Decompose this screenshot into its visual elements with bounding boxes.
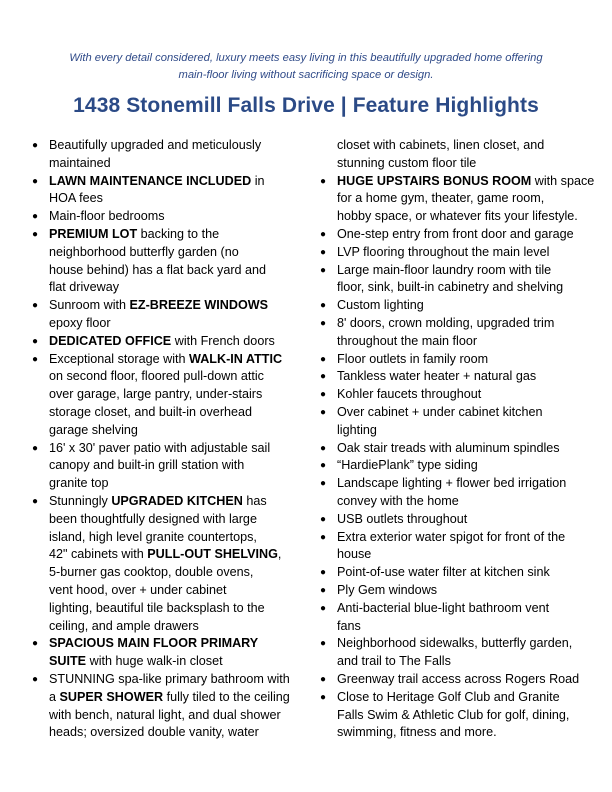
feature-text: Extra exterior water spigot for front of the — [337, 529, 566, 544]
feature-line — [49, 493, 304, 511]
feature-item — [32, 351, 304, 440]
feature-line — [49, 404, 304, 422]
page-title: 1438 Stonemill Falls Drive | Feature Highlights — [73, 94, 539, 117]
feature-line — [337, 671, 604, 689]
feature-line — [49, 315, 304, 333]
feature-line — [49, 618, 304, 636]
feature-line — [337, 475, 604, 493]
feature-line — [337, 600, 604, 618]
feature-highlight: DEDICATED OFFICE — [49, 333, 172, 348]
feature-line — [49, 351, 304, 369]
feature-text: Ply Gem windows — [337, 582, 438, 597]
bullet-icon: ● — [320, 371, 327, 383]
feature-text: convey with the home — [337, 493, 459, 508]
feature-item — [320, 368, 604, 386]
feature-text: Landscape lighting + flower bed irrigation — [337, 476, 567, 491]
bullet-icon: ● — [320, 406, 327, 418]
feature-line — [49, 208, 304, 226]
bullet-icon: ● — [320, 602, 327, 614]
feature-text: storage closet, and built-in overhead — [49, 404, 253, 419]
feature-line — [337, 689, 604, 707]
feature-text: 8' doors, crown molding, upgraded trim — [337, 315, 555, 330]
feature-text: with bench, natural light, and dual shower — [49, 707, 281, 722]
feature-line — [337, 493, 604, 511]
feature-text: Floor outlets in family room — [337, 351, 489, 366]
feature-line — [49, 600, 304, 618]
feature-line — [337, 440, 604, 458]
bullet-icon: ● — [320, 584, 327, 596]
feature-text: Large main-floor laundry room with tile — [337, 262, 552, 277]
feature-item — [320, 529, 604, 565]
feature-highlight: SUPER SHOWER — [59, 689, 164, 704]
feature-text: Falls Swim & Athletic Club for golf, dining, — [337, 707, 570, 722]
feature-line — [337, 724, 604, 742]
feature-line — [337, 422, 604, 440]
feature-text: island, high level granite countertops, — [49, 529, 257, 544]
feature-text: Over cabinet + under cabinet kitchen — [337, 404, 543, 419]
feature-text: One-step entry from front door and garage — [337, 226, 574, 241]
feature-line — [49, 689, 304, 707]
feature-text: for a home gym, theater, game room, — [337, 191, 545, 206]
feature-line — [49, 386, 304, 404]
bullet-icon: ● — [320, 246, 327, 258]
feature-item — [320, 244, 604, 262]
feature-line — [337, 137, 604, 155]
feature-item — [320, 511, 604, 529]
feature-item — [32, 333, 304, 351]
feature-text: swimming, fitness and more. — [337, 725, 497, 740]
feature-item — [320, 386, 604, 404]
feature-item — [320, 457, 604, 475]
feature-item — [32, 635, 304, 671]
feature-text: canopy and built-in grill station with — [49, 458, 245, 473]
feature-line — [49, 529, 304, 547]
feature-text: vent hood, over + under cabinet — [49, 582, 227, 597]
feature-line — [337, 315, 604, 333]
feature-line — [49, 155, 304, 173]
feature-text: with French doors — [171, 333, 275, 348]
feature-line — [49, 707, 304, 725]
bullet-icon: ● — [32, 495, 39, 507]
feature-text: Main-floor bedrooms — [49, 209, 165, 224]
feature-item — [320, 351, 604, 369]
feature-line — [337, 529, 604, 547]
feature-text: Neighborhood sidewalks, butterfly garden, — [337, 636, 573, 651]
feature-text: Kohler faucets throughout — [337, 387, 482, 402]
feature-text: lighting — [337, 422, 377, 437]
feature-text: with space — [531, 173, 595, 188]
feature-line — [49, 422, 304, 440]
feature-line — [49, 653, 304, 671]
feature-text: a — [49, 689, 60, 704]
feature-line — [49, 297, 304, 315]
feature-line — [49, 262, 304, 280]
feature-line — [337, 618, 604, 636]
feature-line — [49, 279, 304, 297]
feature-highlight: HUGE UPSTAIRS BONUS ROOM — [337, 173, 532, 188]
bullet-icon: ● — [32, 335, 39, 347]
feature-item — [32, 137, 304, 173]
feature-item — [320, 582, 604, 600]
feature-line — [337, 279, 604, 297]
tagline-line: With every detail considered, luxury meets easy living in this beautifully upgraded home offering — [69, 52, 543, 64]
feature-text: USB outlets throughout — [337, 511, 468, 526]
feature-item — [320, 404, 604, 440]
feature-text: Greenway trail access across Rogers Road — [337, 671, 580, 686]
bullet-icon: ● — [32, 353, 39, 365]
feature-line — [337, 635, 604, 653]
feature-text: fully tiled to the ceiling — [163, 689, 290, 704]
bullet-icon: ● — [320, 638, 327, 650]
feature-line — [49, 440, 304, 458]
feature-item — [320, 600, 604, 636]
bullet-icon: ● — [320, 389, 327, 401]
feature-item — [320, 440, 604, 458]
feature-text: in — [251, 173, 265, 188]
feature-line — [337, 511, 604, 529]
feature-highlight: PULL-OUT SHELVING — [147, 547, 278, 562]
tagline-line: main-floor living without sacrificing space or design. — [178, 69, 434, 81]
feature-line — [49, 582, 304, 600]
feature-line — [49, 333, 304, 351]
feature-text: Anti-bacterial blue-light bathroom vent — [337, 600, 550, 615]
feature-text: STUNNING spa-like primary bathroom with — [49, 671, 290, 686]
feature-text: epoxy floor — [49, 315, 111, 330]
feature-text: granite top — [49, 476, 109, 491]
feature-text: ceiling, and ample drawers — [49, 618, 199, 633]
feature-text: HOA fees — [49, 191, 103, 206]
feature-text: 5-burner gas cooktop, double ovens, — [49, 565, 254, 580]
feature-line — [337, 351, 604, 369]
feature-text: backing to the — [137, 226, 220, 241]
feature-text: house — [337, 547, 372, 562]
feature-line — [337, 368, 604, 386]
feature-text: 16' x 30' paver patio with adjustable sail — [49, 440, 271, 455]
feature-text: , — [277, 547, 282, 562]
feature-highlight: WALK-IN ATTIC — [189, 351, 283, 366]
bullet-icon: ● — [32, 300, 39, 312]
bullet-icon: ● — [320, 264, 327, 276]
feature-text: flat driveway — [49, 280, 119, 295]
feature-line — [337, 546, 604, 564]
feature-line — [49, 475, 304, 493]
feature-item — [32, 493, 304, 635]
feature-line — [337, 173, 604, 191]
feature-text: Oak stair treads with aluminum spindles — [337, 440, 560, 455]
bullet-icon: ● — [32, 175, 39, 187]
bullet-icon: ● — [320, 691, 327, 703]
feature-line — [337, 297, 604, 315]
feature-text: house behind) has a flat back yard and — [49, 262, 267, 277]
feature-line — [337, 457, 604, 475]
feature-text: heads; oversized double vanity, water — [49, 725, 259, 740]
feature-text: over garage, large pantry, under-stairs — [49, 387, 263, 402]
feature-highlight: EZ-BREEZE WINDOWS — [129, 298, 269, 313]
feature-line — [49, 546, 304, 564]
bullet-icon: ● — [320, 228, 327, 240]
feature-item — [320, 137, 604, 173]
feature-item — [32, 297, 304, 333]
bullet-icon: ● — [320, 300, 327, 312]
bullet-icon: ● — [320, 460, 327, 472]
feature-line — [49, 137, 304, 155]
feature-line — [337, 262, 604, 280]
feature-text: Close to Heritage Golf Club and Granite — [337, 689, 560, 704]
feature-text: garage shelving — [49, 422, 138, 437]
bullet-icon: ● — [320, 317, 327, 329]
feature-highlight: SUITE — [49, 654, 87, 669]
bullet-icon: ● — [320, 353, 327, 365]
feature-item — [320, 671, 604, 689]
feature-line — [49, 226, 304, 244]
feature-line — [337, 582, 604, 600]
bullet-icon: ● — [32, 442, 39, 454]
feature-line — [337, 155, 604, 173]
feature-item — [320, 173, 604, 226]
feature-text: Custom lighting — [337, 298, 424, 313]
feature-line — [337, 386, 604, 404]
feature-text: floor, sink, built-in cabinetry and shelving — [337, 280, 564, 295]
bullet-icon: ● — [320, 478, 327, 490]
feature-item — [320, 315, 604, 351]
feature-item — [320, 689, 604, 742]
bullet-icon: ● — [32, 638, 39, 650]
feature-line — [49, 457, 304, 475]
feature-line — [337, 244, 604, 262]
feature-line — [49, 724, 304, 742]
feature-text: “HardiePlank” type siding — [337, 458, 478, 473]
feature-item — [32, 208, 304, 226]
feature-line — [337, 333, 604, 351]
feature-text: been thoughtfully designed with large — [49, 511, 257, 526]
bullet-icon: ● — [32, 211, 39, 223]
feature-line — [49, 368, 304, 386]
bullet-icon: ● — [320, 513, 327, 525]
feature-line — [49, 635, 304, 653]
feature-line — [337, 208, 604, 226]
feature-text: lighting, beautiful tile backsplash to the — [49, 600, 265, 615]
feature-text: hobby space, or whatever fits your lifestyle. — [337, 209, 578, 224]
feature-text: Beautifully upgraded and meticulously — [49, 138, 262, 152]
feature-item — [32, 440, 304, 493]
feature-text: 42" cabinets with — [49, 547, 148, 562]
feature-highlight: LAWN MAINTENANCE INCLUDED — [49, 173, 252, 188]
feature-highlight: UPGRADED KITCHEN — [111, 493, 243, 508]
feature-line — [49, 511, 304, 529]
feature-line — [337, 190, 604, 208]
feature-item — [320, 635, 604, 671]
feature-item — [32, 173, 304, 209]
bullet-icon: ● — [32, 673, 39, 685]
tagline — [40, 50, 572, 84]
feature-line — [337, 707, 604, 725]
bullet-icon: ● — [320, 567, 327, 579]
feature-line — [49, 671, 304, 689]
feature-item — [32, 671, 304, 742]
feature-item — [320, 564, 604, 582]
feature-highlight: SPACIOUS MAIN FLOOR PRIMARY — [49, 636, 259, 651]
feature-item — [320, 226, 604, 244]
bullet-icon: ● — [32, 228, 39, 240]
feature-line — [49, 244, 304, 262]
feature-line — [49, 564, 304, 582]
feature-text: and trail to The Falls — [337, 654, 451, 669]
feature-list-right — [320, 137, 604, 742]
bullet-icon: ● — [320, 531, 327, 543]
feature-line — [337, 653, 604, 671]
feature-text: fans — [337, 618, 361, 633]
feature-text: closet with cabinets, linen closet, and — [337, 138, 545, 152]
feature-text: has — [242, 493, 267, 508]
feature-line — [49, 190, 304, 208]
feature-line — [49, 173, 304, 191]
feature-text: LVP flooring throughout the main level — [337, 244, 550, 259]
feature-item — [32, 226, 304, 297]
feature-text: on second floor, floored pull-down attic — [49, 369, 264, 384]
feature-text: maintained — [49, 155, 111, 170]
feature-line — [337, 564, 604, 582]
feature-text: Stunningly — [49, 493, 112, 508]
feature-text: throughout the main floor — [337, 333, 478, 348]
feature-item — [320, 475, 604, 511]
feature-text: Exceptional storage with — [49, 351, 190, 366]
bullet-icon: ● — [320, 673, 327, 685]
feature-text: Tankless water heater + natural gas — [337, 369, 537, 384]
feature-text: with huge walk-in closet — [86, 654, 223, 669]
feature-text: stunning custom floor tile — [337, 155, 477, 170]
bullet-icon: ● — [32, 140, 39, 151]
bullet-icon: ● — [320, 175, 327, 187]
feature-list-left — [32, 137, 304, 742]
feature-line — [337, 226, 604, 244]
feature-highlight: PREMIUM LOT — [49, 226, 138, 241]
feature-item — [320, 297, 604, 315]
feature-text: Point-of-use water filter at kitchen sink — [337, 565, 550, 580]
feature-text: Sunroom with — [49, 298, 130, 313]
feature-line — [337, 404, 604, 422]
feature-text: neighborhood butterfly garden (no — [49, 244, 239, 259]
bullet-icon: ● — [320, 442, 327, 454]
feature-item — [320, 262, 604, 298]
